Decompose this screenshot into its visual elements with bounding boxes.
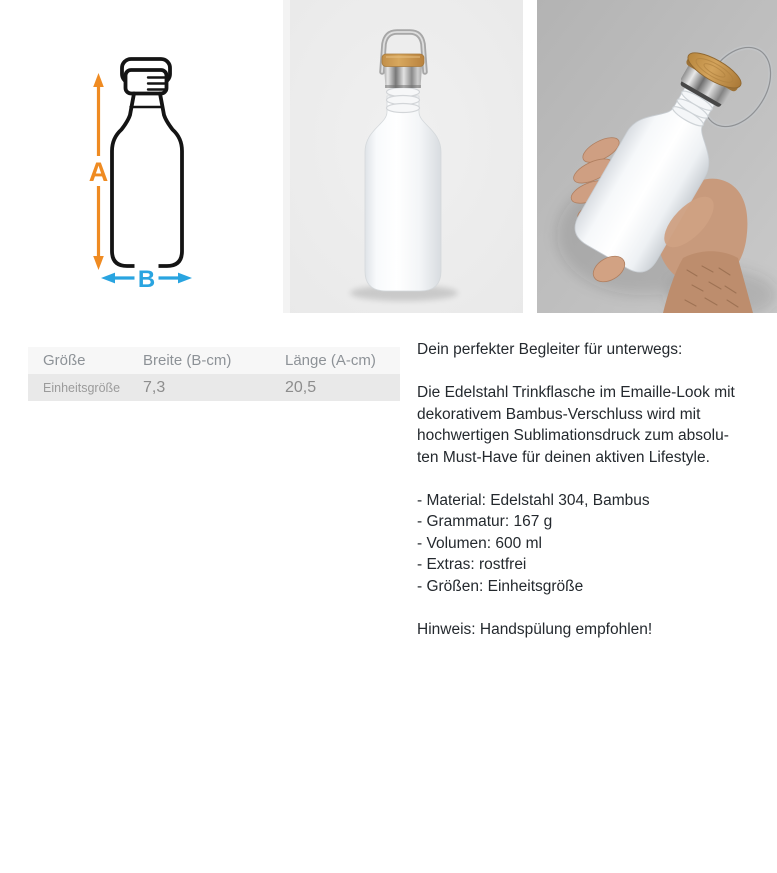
size-chart-cell-size: Einheitsgröße (43, 380, 121, 395)
spec-line-groessen: - Größen: Einheitsgröße (417, 577, 584, 595)
arrow-up-icon (93, 73, 104, 87)
dimension-label-a: A (88, 157, 109, 187)
dimension-arrow-a (88, 73, 110, 270)
description-line: hochwertigen Sublimationsdruck zum absolu- (417, 427, 729, 444)
care-note: Hinweis: Handspülung empfohlen! (417, 620, 653, 638)
arrow-left-icon (101, 273, 115, 284)
dimension-arrow-b (101, 263, 192, 293)
description-intro: Dein perfekter Begleiter für unterwegs: (417, 341, 683, 358)
size-chart-header-row (28, 347, 400, 374)
size-chart-header-laenge: Länge (A-cm) (285, 352, 376, 369)
size-chart-header-groesse: Größe (43, 352, 86, 369)
spec-line-extras: - Extras: rostfrei (417, 556, 527, 573)
spec-line-volumen: - Volumen: 600 ml (417, 534, 542, 552)
size-chart-cell-breite: 7,3 (143, 378, 166, 396)
arrow-down-icon (93, 256, 104, 270)
bottle-outline (112, 59, 182, 266)
spec-line-grammatur: - Grammatur: 167 g (417, 513, 553, 530)
product-description (417, 339, 772, 640)
bamboo-lid (382, 54, 424, 67)
hand-photo-canvas (537, 0, 777, 313)
dimension-label-b: B (137, 266, 156, 293)
spec-line-material: - Material: Edelstahl 304, Bambus (417, 491, 650, 509)
size-chart (28, 347, 400, 401)
arrow-right-icon (178, 273, 192, 284)
product-photo-hand (537, 0, 777, 313)
size-chart-cell-laenge: 20,5 (285, 378, 317, 396)
steel-cap (384, 66, 422, 88)
description-line: dekorativem Bambus-Verschluss wird mit (417, 405, 701, 423)
neck-ribs (387, 88, 420, 113)
description-line: Die Edelstahl Trinkflasche im Emaille-Look mit (417, 384, 735, 401)
bottle-body-outline (112, 94, 182, 267)
size-chart-header-breite: Breite (B-cm) (143, 352, 232, 369)
studio-photo-canvas (283, 0, 523, 313)
product-photo-studio (283, 0, 523, 313)
size-chart-row (28, 374, 400, 401)
bottle-dimension-diagram (60, 30, 240, 310)
description-line: ten Must-Have für deinen aktiven Lifestyle. (417, 448, 710, 466)
